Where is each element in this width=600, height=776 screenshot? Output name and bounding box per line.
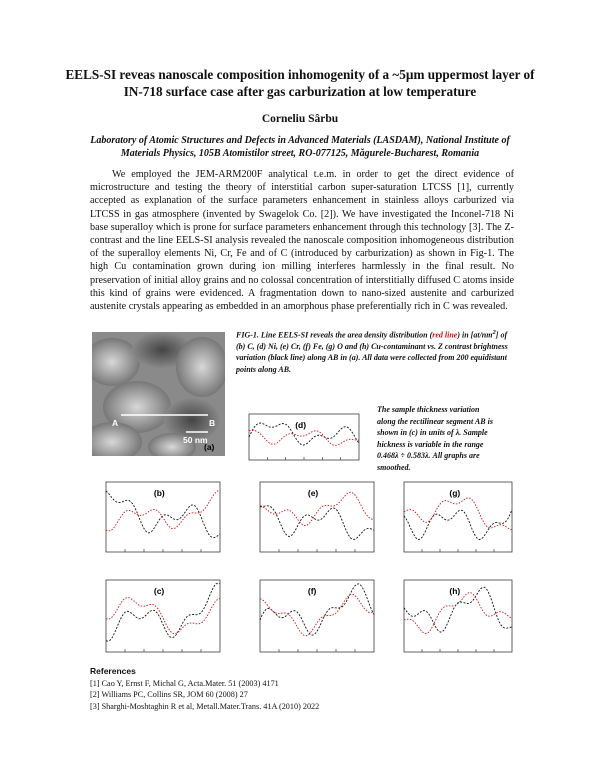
red-series-line bbox=[106, 598, 220, 634]
body-paragraph: We employed the JEM-ARM200F analytical t.e.m. in order to get the direct evidence of microstructure and testing the theory of interstitial carbon super-saturation LTCSS [1], currently accepted as explanation of the surface parameters enhancement in stainless alloys carburized via LTCSS in gas atmosphere (invented by Swagelok Co. [2]). We have investigated the Inconel-718 Ni base superalloy which is prone for surface parameters enhancement through this technology [3]. The Z-contrast and the line EELS-SI analysis revealed the nanoscale composition inhomogeneous distribution of the superalloy elements Ni, Cr, Fe and of C (introduced by carburization) as shown in Fig-1. The high Cu contamination grown during ion milling interferes harmlessly in the final result. No preservation of initial alloy grains and no colossal concentration of interstitially diffused C atoms inside this kind of grains were evidenced. A fragmentation down to nano-sized austenite and carburized austenite crystals appearing as embedded in an amorphous phase preferentially rich in C was revealed. bbox=[90, 169, 514, 313]
red-series-line bbox=[404, 498, 512, 530]
plot-panel bbox=[248, 574, 386, 667]
micrograph bbox=[92, 332, 225, 456]
author: Corneliu Sârbu bbox=[261, 113, 339, 125]
caption-red-text: red line bbox=[432, 330, 458, 340]
panel-label: (g) bbox=[449, 488, 461, 498]
plot-panel bbox=[94, 476, 232, 567]
plot-panel bbox=[392, 574, 524, 667]
scale-label: 50 nm bbox=[183, 435, 208, 445]
plot-svg bbox=[392, 574, 524, 662]
plot-panel bbox=[248, 476, 386, 567]
panel-label: (f) bbox=[307, 586, 317, 596]
references bbox=[90, 666, 530, 712]
plot-frame bbox=[260, 580, 374, 652]
side-note: The sample thickness variation along the rectilinear segment AB is shown in (c) in units of λ. Sample hickness is variable in the range 0.468λ ÷ 0.583λ. All graphs are smoothed. bbox=[377, 405, 493, 472]
paper-title: EELS-SI reveas nanoscale composition inhomogenity of a ~5µm uppermost layer of IN-718 surface case after gas carburization at low temperature bbox=[65, 67, 535, 99]
affiliation: Laboratory of Atomic Structures and Defects in Advanced Materials (LASDAM), National Institute of Materials Physics, 105B Atomistilor street, RO-077125, Măgurele-Bucharest, Romania bbox=[90, 135, 510, 159]
panel-label: (b) bbox=[153, 488, 165, 498]
black-series-line bbox=[260, 584, 374, 635]
plot-panel bbox=[237, 408, 371, 475]
micrograph-label: (a) bbox=[204, 442, 215, 452]
point-a-label: A bbox=[112, 418, 119, 428]
plot-svg bbox=[237, 408, 371, 470]
figure-caption: FIG-1. Line EELS-SI reveals the area density distribution (red line) in $[at/nm^2]$ of (b) C, (d) Ni, (e) Cr, (f) Fe, (g) O and (h) Cu-contaminant vs. Z contrast brightness variation (black line) along AB in (a). All data were collected from 200 equidistant points along AB. bbox=[236, 329, 508, 374]
red-series-line bbox=[249, 430, 359, 445]
black-series-line bbox=[404, 509, 512, 539]
references-heading: References bbox=[90, 666, 136, 676]
panel-label: (e) bbox=[307, 488, 319, 498]
plot-svg bbox=[248, 476, 386, 562]
plot-svg bbox=[392, 476, 524, 562]
reference-item: [2] Williams PC, Collins SR, JOM 60 (2008) 27 bbox=[90, 690, 248, 700]
plot-svg bbox=[248, 574, 386, 662]
black-series-line bbox=[260, 506, 374, 540]
panel-label: (h) bbox=[449, 586, 461, 596]
plot-svg bbox=[94, 574, 232, 662]
plot-panel bbox=[392, 476, 524, 567]
panel-label: (c) bbox=[153, 586, 165, 596]
reference-item: [1] Cao Y, Ernst F, Michal G, Acta.Mater. 51 (2003) 4171 bbox=[90, 678, 279, 688]
plot-svg bbox=[94, 476, 232, 562]
point-b-label: B bbox=[209, 418, 216, 428]
plot-panel bbox=[94, 574, 232, 667]
reference-item: [3] Sharghi-Moshtaghin R et al, Metall.Mater.Trans. 41A (2010) 2022 bbox=[90, 701, 320, 711]
panel-label: (d) bbox=[295, 420, 307, 430]
